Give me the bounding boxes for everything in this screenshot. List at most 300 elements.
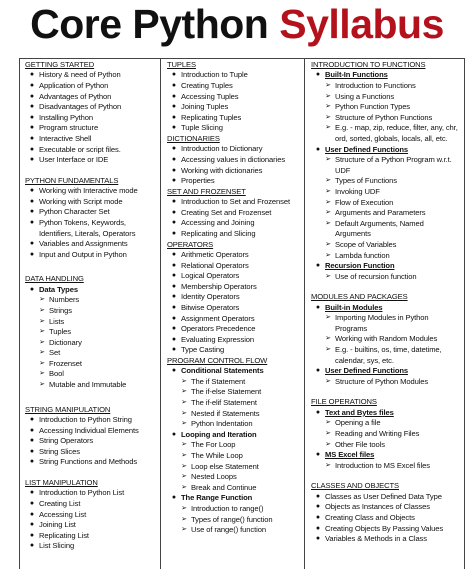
syllabus-item (23, 186, 157, 197)
item-text: Mutable and Immutable (49, 380, 127, 390)
item-text: Variables & Methods in a Class (325, 534, 427, 544)
syllabus-item (165, 451, 301, 462)
arrow-bullet-icon: ➢ (325, 377, 331, 385)
section-heading-set-and-frozenset: SET AND FROZENSET (167, 186, 246, 196)
item-text: Bool (49, 369, 64, 379)
item-text: Reading and Writing Files (335, 429, 420, 439)
syllabus-item (23, 250, 157, 261)
syllabus-item (165, 419, 301, 430)
syllabus-item (23, 369, 157, 380)
item-text: Python Tokens, Keywords, Identifiers, Literals, Operators (39, 217, 136, 238)
syllabus-item (309, 219, 461, 240)
arrow-bullet-icon: ➢ (325, 113, 331, 121)
bullet-icon: ● (315, 524, 321, 532)
item-text: Introduction to Functions (335, 81, 416, 90)
item-text: Objects as Instances of Classes (325, 502, 430, 512)
item-text: Using a Functions (335, 91, 395, 101)
bullet-icon: ● (29, 113, 35, 121)
arrow-bullet-icon: ➢ (325, 419, 331, 427)
arrow-bullet-icon: ➢ (325, 124, 331, 132)
item-text: Properties (181, 176, 215, 186)
item-text: Data Types (39, 284, 78, 294)
bullet-icon: ● (171, 219, 177, 227)
item-text: Creating Class and Objects (325, 513, 415, 522)
bullet-icon: ● (315, 367, 321, 375)
syllabus-item (23, 317, 157, 328)
syllabus-item (165, 324, 301, 335)
syllabus-item (165, 303, 301, 314)
item-text: Introduction to Dictionary (181, 144, 263, 154)
arrow-bullet-icon: ➢ (325, 346, 331, 354)
bullet-icon: ● (171, 155, 177, 163)
syllabus-item (165, 282, 301, 293)
item-text: Other File tools (335, 439, 385, 449)
item-text: Introduction to range() (191, 504, 264, 513)
page-title (0, 0, 474, 56)
arrow-bullet-icon: ➢ (39, 317, 45, 325)
title-part-syllabus: Syllabus (279, 1, 444, 47)
item-text: Joining List (39, 520, 76, 530)
syllabus-item (309, 461, 461, 472)
bullet-icon: ● (171, 346, 177, 354)
item-text: Python Function Types (335, 102, 411, 112)
section-heading-file-operations: FILE OPERATIONS (311, 397, 377, 407)
item-text: Numbers (49, 295, 80, 305)
bullet-icon: ● (171, 103, 177, 111)
arrow-bullet-icon: ➢ (181, 420, 187, 428)
arrow-bullet-icon: ➢ (325, 440, 331, 448)
item-text: Structure of Python Modules (335, 376, 429, 386)
syllabus-item (165, 515, 301, 526)
syllabus-item (309, 123, 461, 144)
item-text: The if-else Statement (191, 387, 262, 397)
arrow-bullet-icon: ➢ (325, 187, 331, 195)
bullet-icon: ● (171, 325, 177, 333)
syllabus-item (23, 145, 157, 156)
syllabus-item (309, 272, 461, 283)
syllabus-item (309, 429, 461, 440)
bullet-icon: ● (171, 314, 177, 322)
arrow-bullet-icon: ➢ (325, 82, 331, 89)
syllabus-item (165, 525, 301, 536)
bullet-icon: ● (171, 71, 177, 79)
arrow-bullet-icon: ➢ (325, 240, 331, 248)
syllabus-item (23, 415, 157, 426)
item-text: Working with Random Modules (335, 334, 438, 344)
bullet-icon: ● (29, 531, 35, 539)
bullet-icon: ● (315, 535, 321, 543)
syllabus-item (165, 292, 301, 303)
syllabus-item (23, 348, 157, 359)
section-heading-classes-and-objects: CLASSES AND OBJECTS (311, 481, 399, 491)
topic-group (309, 70, 461, 81)
item-text: The Range Function (181, 493, 253, 503)
bullet-icon: ● (171, 166, 177, 174)
bullet-icon: ● (171, 293, 177, 301)
bullet-icon: ● (29, 240, 35, 248)
section-heading-getting-started: GETTING STARTED (25, 60, 95, 69)
bullet-icon: ● (171, 367, 177, 375)
syllabus-item (23, 81, 157, 92)
syllabus-item (165, 314, 301, 325)
item-text: Scope of Variables (335, 239, 397, 249)
item-text: Joining Tuples (181, 102, 229, 112)
syllabus-item (309, 418, 461, 429)
section-heading-string-manipulation: STRING MANIPULATION (25, 404, 111, 414)
bullet-icon: ● (171, 82, 177, 89)
item-text: Introduction to Python List (39, 488, 125, 498)
bullet-icon: ● (29, 208, 35, 216)
item-text: Built-In Functions (325, 70, 388, 80)
item-text: Default Arguments, Named Arguments (335, 218, 424, 239)
syllabus-item (23, 338, 157, 349)
arrow-bullet-icon: ➢ (325, 461, 331, 469)
syllabus-item (309, 440, 461, 451)
section-heading-operators: OPERATORS (167, 239, 214, 249)
syllabus-item (165, 144, 301, 155)
bullet-icon: ● (315, 503, 321, 511)
topic-group (23, 285, 157, 296)
arrow-bullet-icon: ➢ (181, 377, 187, 385)
bullet-icon: ● (171, 198, 177, 206)
item-text: Executable or script files. (39, 144, 121, 154)
item-text: Use of recursion function (335, 271, 417, 281)
syllabus-item (23, 520, 157, 531)
item-text: Built-in Modules (325, 302, 383, 312)
bullet-icon: ● (29, 500, 35, 508)
arrow-bullet-icon: ➢ (325, 103, 331, 111)
arrow-bullet-icon: ➢ (181, 473, 187, 481)
item-text: The if Statement (191, 376, 246, 386)
item-text: The While Loop (191, 451, 243, 461)
bullet-icon: ● (29, 92, 35, 100)
syllabus-column-2 (162, 58, 305, 569)
topic-group (309, 261, 461, 272)
bullet-icon: ● (29, 510, 35, 518)
syllabus-item (23, 70, 157, 81)
item-text: Break and Continue (191, 482, 257, 492)
topic-group (165, 366, 301, 377)
arrow-bullet-icon: ➢ (39, 359, 45, 367)
syllabus-item (165, 81, 301, 92)
section-heading-tuples: TUPLES (167, 60, 196, 69)
syllabus-item (309, 198, 461, 209)
syllabus-item (309, 176, 461, 187)
item-text: Opening a file (335, 418, 381, 428)
arrow-bullet-icon: ➢ (181, 409, 187, 417)
bullet-icon: ● (29, 71, 35, 79)
bullet-icon: ● (171, 430, 177, 438)
item-text: Working with Script mode (39, 196, 123, 206)
syllabus-item (165, 218, 301, 229)
bullet-icon: ● (315, 408, 321, 416)
syllabus-item (165, 155, 301, 166)
syllabus-item (23, 295, 157, 306)
syllabus-item (165, 504, 301, 515)
item-text: Working with Interactive mode (39, 186, 138, 196)
bullet-icon: ● (29, 285, 35, 293)
item-text: Introduction to Python String (39, 415, 132, 425)
syllabus-item (23, 306, 157, 317)
item-text: Advantages of Python (39, 91, 112, 101)
bullet-icon: ● (315, 492, 321, 500)
syllabus-item (309, 492, 461, 503)
syllabus-item (165, 387, 301, 398)
item-text: Replicating and Slicing (181, 228, 256, 238)
bullet-icon: ● (29, 134, 35, 142)
arrow-bullet-icon: ➢ (39, 338, 45, 346)
bullet-icon: ● (29, 426, 35, 434)
item-text: Introduction to MS Excel files (335, 460, 430, 470)
bullet-icon: ● (171, 145, 177, 153)
item-text: E.g. - builtins, os, time, datetime, calendar, sys, etc. (335, 345, 442, 365)
item-text: Assignment Operators (181, 313, 255, 323)
syllabus-item (23, 447, 157, 458)
item-text: Accessing Tuples (181, 91, 239, 101)
bullet-icon: ● (29, 458, 35, 466)
syllabus-item (165, 166, 301, 177)
bullet-icon: ● (171, 113, 177, 121)
item-text: Evaluating Expression (181, 334, 255, 344)
item-text: Nested Loops (191, 472, 237, 482)
section-heading-dictionaries: DICTIONARIES (167, 133, 220, 143)
syllabus-item (309, 92, 461, 103)
bullet-icon: ● (171, 208, 177, 216)
arrow-bullet-icon: ➢ (181, 515, 187, 523)
arrow-bullet-icon: ➢ (181, 441, 187, 449)
item-text: Python Character Set (39, 207, 110, 217)
arrow-bullet-icon: ➢ (325, 92, 331, 100)
topic-group (309, 303, 461, 314)
item-text: Tuple Slicing (181, 123, 223, 133)
item-text: Types of range() function (191, 514, 273, 524)
arrow-bullet-icon: ➢ (325, 209, 331, 217)
syllabus-item (309, 513, 461, 524)
item-text: String Operators (39, 436, 94, 446)
bullet-icon: ● (171, 229, 177, 237)
syllabus-item (23, 218, 157, 239)
item-text: String Slices (39, 446, 80, 456)
item-text: Operators Precedence (181, 324, 256, 334)
syllabus-item (165, 92, 301, 103)
topic-group (309, 450, 461, 461)
syllabus-item (165, 208, 301, 219)
item-text: Input and Output in Python (39, 249, 127, 259)
syllabus-item (165, 409, 301, 420)
item-text: Lists (49, 316, 65, 326)
bullet-icon: ● (171, 177, 177, 185)
syllabus-item (165, 462, 301, 473)
syllabus-item (309, 208, 461, 219)
syllabus-item (309, 251, 461, 262)
syllabus-item (309, 155, 461, 176)
syllabus-item (165, 335, 301, 346)
item-text: Nested if Statements (191, 408, 260, 418)
item-text: Flow of Execution (335, 197, 394, 207)
item-text: Bitwise Operators (181, 302, 240, 312)
arrow-bullet-icon: ➢ (181, 526, 187, 534)
syllabus-item (23, 359, 157, 370)
bullet-icon: ● (171, 124, 177, 132)
item-text: Types of Functions (335, 176, 397, 186)
bullet-icon: ● (171, 261, 177, 269)
arrow-bullet-icon: ➢ (39, 296, 45, 304)
syllabus-item (309, 534, 461, 545)
syllabus-item (309, 345, 461, 366)
section-heading-list-manipulation: LIST MANIPULATION (25, 478, 98, 488)
syllabus-item (23, 134, 157, 145)
arrow-bullet-icon: ➢ (181, 388, 187, 396)
syllabus-item (165, 398, 301, 409)
syllabus-item (165, 176, 301, 187)
item-text: Program structure (39, 123, 99, 133)
bullet-icon: ● (29, 542, 35, 550)
item-text: Identity Operators (181, 292, 240, 302)
item-text: Replicating Tuples (181, 112, 242, 122)
item-text: Creating Objects By Passing Values (325, 523, 444, 533)
syllabus-item (165, 229, 301, 240)
syllabus-item (165, 197, 301, 208)
item-text: The For Loop (191, 440, 236, 450)
item-text: Logical Operators (181, 271, 240, 281)
item-text: Strings (49, 305, 72, 315)
arrow-bullet-icon: ➢ (39, 381, 45, 389)
arrow-bullet-icon: ➢ (181, 505, 187, 512)
syllabus-item (165, 261, 301, 272)
item-text: List Slicing (39, 541, 75, 551)
syllabus-item (165, 377, 301, 388)
bullet-icon: ● (29, 103, 35, 111)
item-text: Dictionary (49, 337, 82, 347)
section-heading-introduction-to-functions: INTRODUCTION TO FUNCTIONS (311, 60, 426, 69)
syllabus-item (309, 334, 461, 345)
topic-group (309, 408, 461, 419)
syllabus-item (309, 377, 461, 388)
arrow-bullet-icon: ➢ (181, 483, 187, 491)
item-text: Tuples (49, 327, 71, 337)
item-text: Arithmetic Operators (181, 249, 249, 259)
syllabus-item (165, 472, 301, 483)
syllabus-item (23, 102, 157, 113)
arrow-bullet-icon: ➢ (181, 452, 187, 460)
item-text: Text and Bytes files (325, 407, 394, 417)
bullet-icon: ● (29, 218, 35, 226)
syllabus-item (165, 250, 301, 261)
topic-group (165, 430, 301, 441)
section-heading-python-fundamentals: PYTHON FUNDAMENTALS (25, 175, 119, 185)
syllabus-item (23, 123, 157, 134)
arrow-bullet-icon: ➢ (325, 198, 331, 206)
item-text: Set (49, 348, 61, 358)
bullet-icon: ● (171, 494, 177, 502)
item-text: Recursion Function (325, 261, 395, 271)
title-part-core-python: Core Python (30, 1, 269, 47)
item-text: Installing Python (39, 112, 94, 122)
arrow-bullet-icon: ➢ (39, 370, 45, 378)
syllabus-item (165, 440, 301, 451)
syllabus-item (309, 240, 461, 251)
item-text: Working with dictionaries (181, 165, 263, 175)
bullet-icon: ● (29, 82, 35, 89)
syllabus-item (309, 102, 461, 113)
item-text: Relational Operators (181, 260, 249, 270)
syllabus-item (23, 207, 157, 218)
bullet-icon: ● (315, 262, 321, 270)
syllabus-item (23, 457, 157, 468)
item-text: Accessing List (39, 509, 87, 519)
syllabus-column-3 (306, 58, 464, 569)
bullet-icon: ● (171, 92, 177, 100)
arrow-bullet-icon: ➢ (39, 349, 45, 357)
item-text: E.g. - map, zip, reduce, filter, any, chr, ord, sorted, globals, locals, all, etc. (335, 123, 458, 143)
bullet-icon: ● (29, 521, 35, 529)
arrow-bullet-icon: ➢ (181, 462, 187, 470)
syllabus-item (23, 436, 157, 447)
syllabus-item (23, 510, 157, 521)
item-text: Structure of a Python Program w.r.t. UDF (335, 155, 452, 175)
syllabus-item (165, 102, 301, 113)
arrow-bullet-icon: ➢ (325, 272, 331, 280)
arrow-bullet-icon: ➢ (325, 314, 331, 322)
syllabus-item (23, 92, 157, 103)
bullet-icon: ● (29, 489, 35, 497)
syllabus-item (23, 499, 157, 510)
syllabus-item (165, 345, 301, 356)
syllabus-item (23, 113, 157, 124)
bullet-icon: ● (29, 437, 35, 445)
arrow-bullet-icon: ➢ (39, 306, 45, 314)
item-text: Interactive Shell (39, 133, 92, 143)
item-text: Introduction to Tuple (181, 70, 248, 80)
syllabus-item (23, 531, 157, 542)
topic-group (309, 145, 461, 156)
syllabus-item (23, 239, 157, 250)
item-text: Structure of Python Functions (335, 112, 433, 122)
item-text: Introduction to Set and Frozenset (181, 197, 290, 207)
arrow-bullet-icon: ➢ (325, 156, 331, 164)
item-text: Variables and Assignments (39, 239, 128, 249)
syllabus-item (309, 313, 461, 334)
bullet-icon: ● (29, 124, 35, 132)
item-text: String Functions and Methods (39, 457, 138, 467)
syllabus-item (165, 483, 301, 494)
syllabus-item (23, 197, 157, 208)
bullet-icon: ● (315, 514, 321, 521)
bullet-icon: ● (315, 145, 321, 153)
bullet-icon: ● (171, 282, 177, 290)
section-heading-modules-and-packages: MODULES AND PACKAGES (311, 292, 408, 302)
bullet-icon: ● (29, 447, 35, 455)
item-text: Loop else Statement (191, 461, 259, 471)
item-text: Disadvantages of Python (39, 102, 122, 112)
item-text: Accessing Individual Elements (39, 425, 139, 435)
item-text: Creating List (39, 499, 81, 509)
item-text: Arguments and Parameters (335, 208, 426, 218)
item-text: User Defined Functions (325, 366, 409, 376)
bullet-icon: ● (29, 416, 35, 424)
syllabus-item (165, 123, 301, 134)
item-text: Type Casting (181, 345, 225, 355)
arrow-bullet-icon: ➢ (181, 399, 187, 407)
item-text: User Interface or IDE (39, 155, 109, 165)
syllabus-item (23, 380, 157, 391)
arrow-bullet-icon: ➢ (325, 430, 331, 438)
item-text: Replicating List (39, 530, 89, 540)
syllabus-item (309, 113, 461, 124)
item-text: Importing Modules in Python Programs (335, 313, 429, 333)
item-text: Membership Operators (181, 281, 257, 291)
bullet-icon: ● (315, 303, 321, 311)
